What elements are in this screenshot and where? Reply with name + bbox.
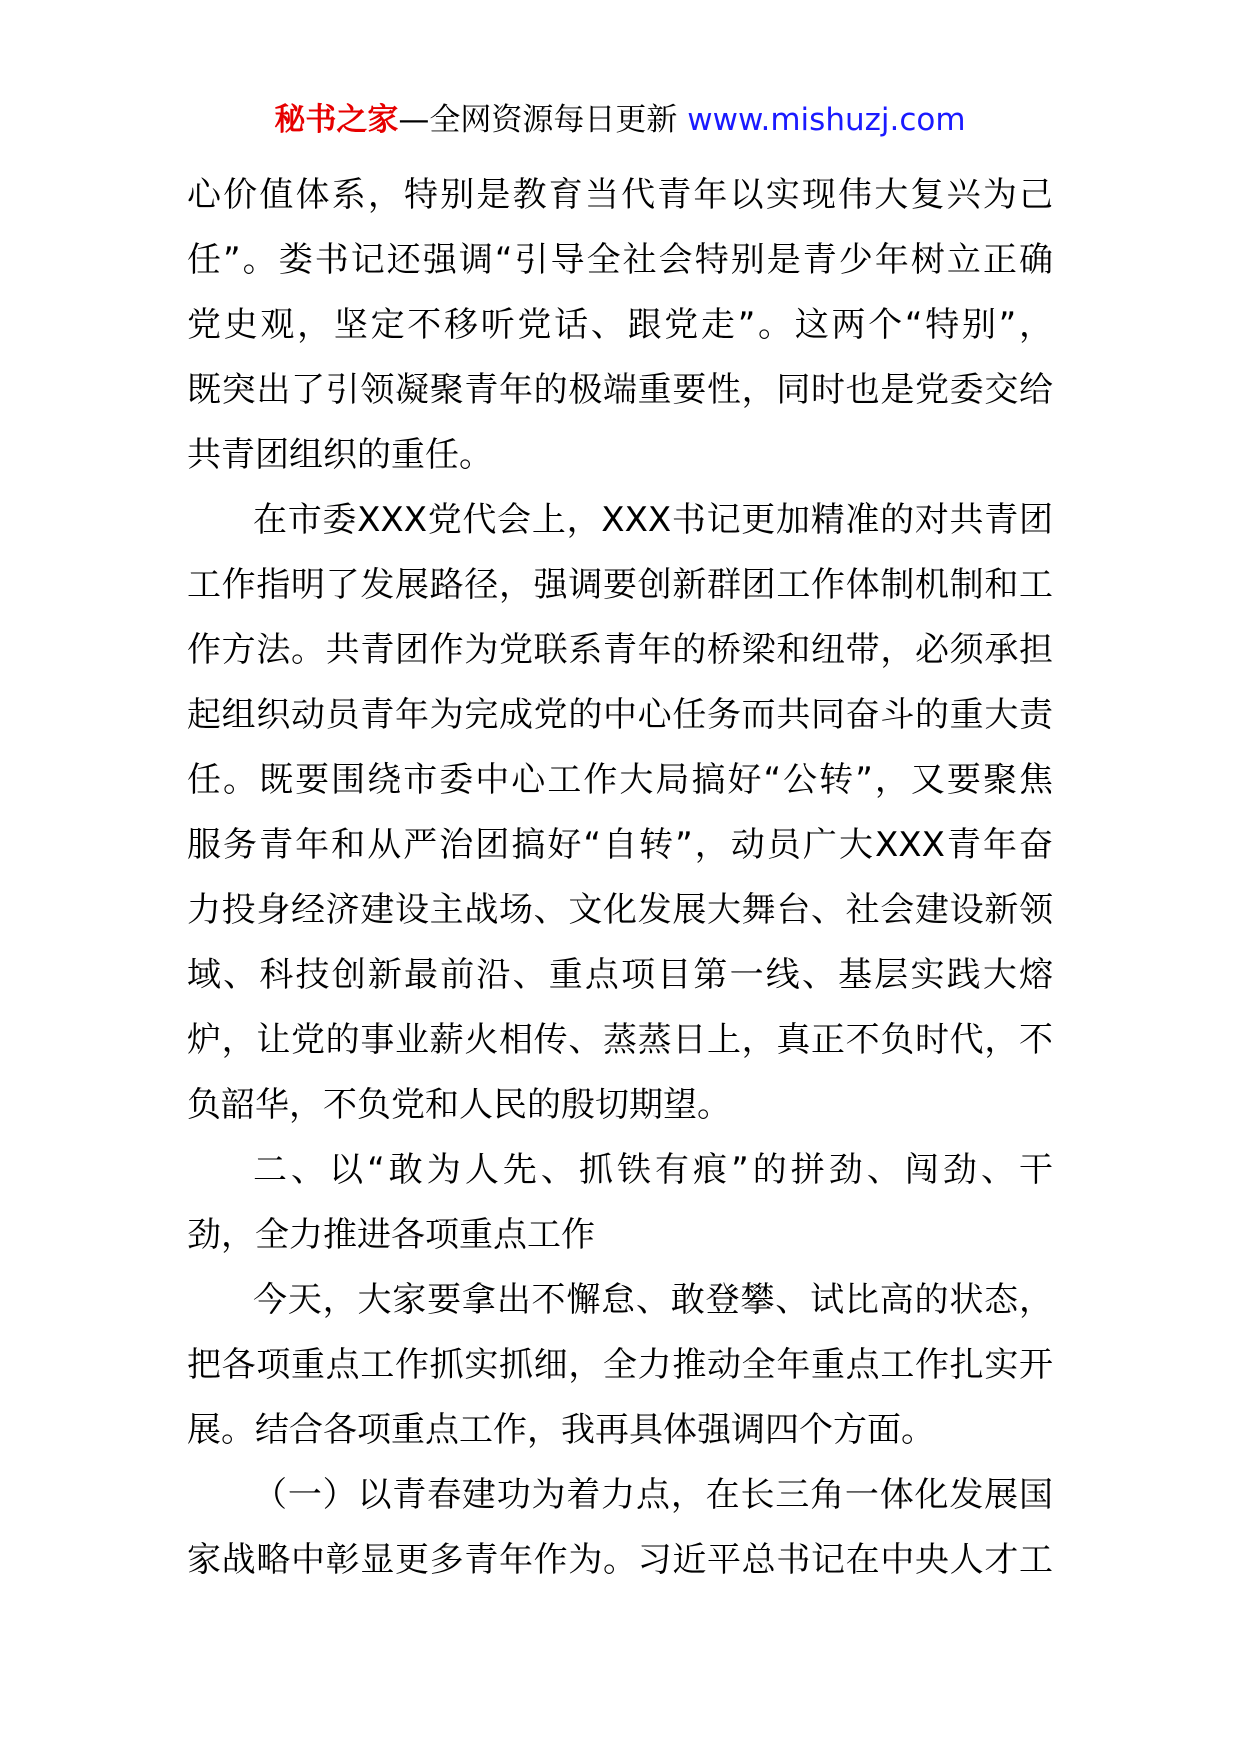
- text-line: 力投身经济建设主战场、文化发展大舞台、社会建设新领: [187, 890, 1053, 930]
- text-line: （一）以青春建功为着力点，在长三角一体化发展国: [253, 1475, 1053, 1515]
- text-line: 起组织动员青年为完成党的中心任务而共同奋斗的重大责: [187, 695, 1053, 735]
- text-line: 域、科技创新最前沿、重点项目第一线、基层实践大熔: [187, 955, 1053, 995]
- text-line: 炉，让党的事业薪火相传、蒸蒸日上，真正不负时代，不: [187, 1020, 1053, 1060]
- site-url-link[interactable]: www.mishuzj.com: [687, 102, 966, 138]
- text-line: 在市委XXX党代会上，XXX书记更加精准的对共青团: [253, 500, 1053, 540]
- text-line: 任”。娄书记还强调“引导全社会特别是青少年树立正确: [187, 240, 1053, 280]
- section-heading-line: 二、以“敢为人先、抓铁有痕”的拼劲、闯劲、干: [253, 1150, 1053, 1190]
- text-line: 共青团组织的重任。: [187, 435, 493, 475]
- section-heading-line: 劲，全力推进各项重点工作: [187, 1215, 595, 1255]
- brand-name: 秘书之家: [274, 102, 399, 138]
- text-line: 展。结合各项重点工作，我再具体强调四个方面。: [187, 1410, 935, 1450]
- text-line: 作方法。共青团作为党联系青年的桥梁和纽带，必须承担: [187, 630, 1053, 670]
- text-line: 今天，大家要拿出不懈怠、敢登攀、试比高的状态，: [253, 1280, 1053, 1320]
- header-tagline: —全网资源每日更新: [398, 102, 688, 138]
- text-line: 服务青年和从严治团搞好“自转”，动员广大XXX青年奋: [187, 825, 1053, 865]
- text-line: 负韶华，不负党和人民的殷切期望。: [187, 1085, 731, 1125]
- document-body: [187, 163, 1053, 1593]
- text-line: 心价值体系，特别是教育当代青年以实现伟大复兴为己: [187, 175, 1053, 215]
- text-line: 工作指明了发展路径，强调要创新群团工作体制机制和工: [187, 565, 1053, 605]
- site-header: [0, 100, 1240, 140]
- text-line: 党史观，坚定不移听党话、跟党走”。这两个“特别”，: [187, 305, 1053, 345]
- text-line: 家战略中彰显更多青年作为。习近平总书记在中央人才工: [187, 1540, 1053, 1580]
- text-line: 既突出了引领凝聚青年的极端重要性，同时也是党委交给: [187, 370, 1053, 410]
- text-line: 任。既要围绕市委中心工作大局搞好“公转”，又要聚焦: [187, 760, 1053, 800]
- text-line: 把各项重点工作抓实抓细，全力推动全年重点工作扎实开: [187, 1345, 1053, 1385]
